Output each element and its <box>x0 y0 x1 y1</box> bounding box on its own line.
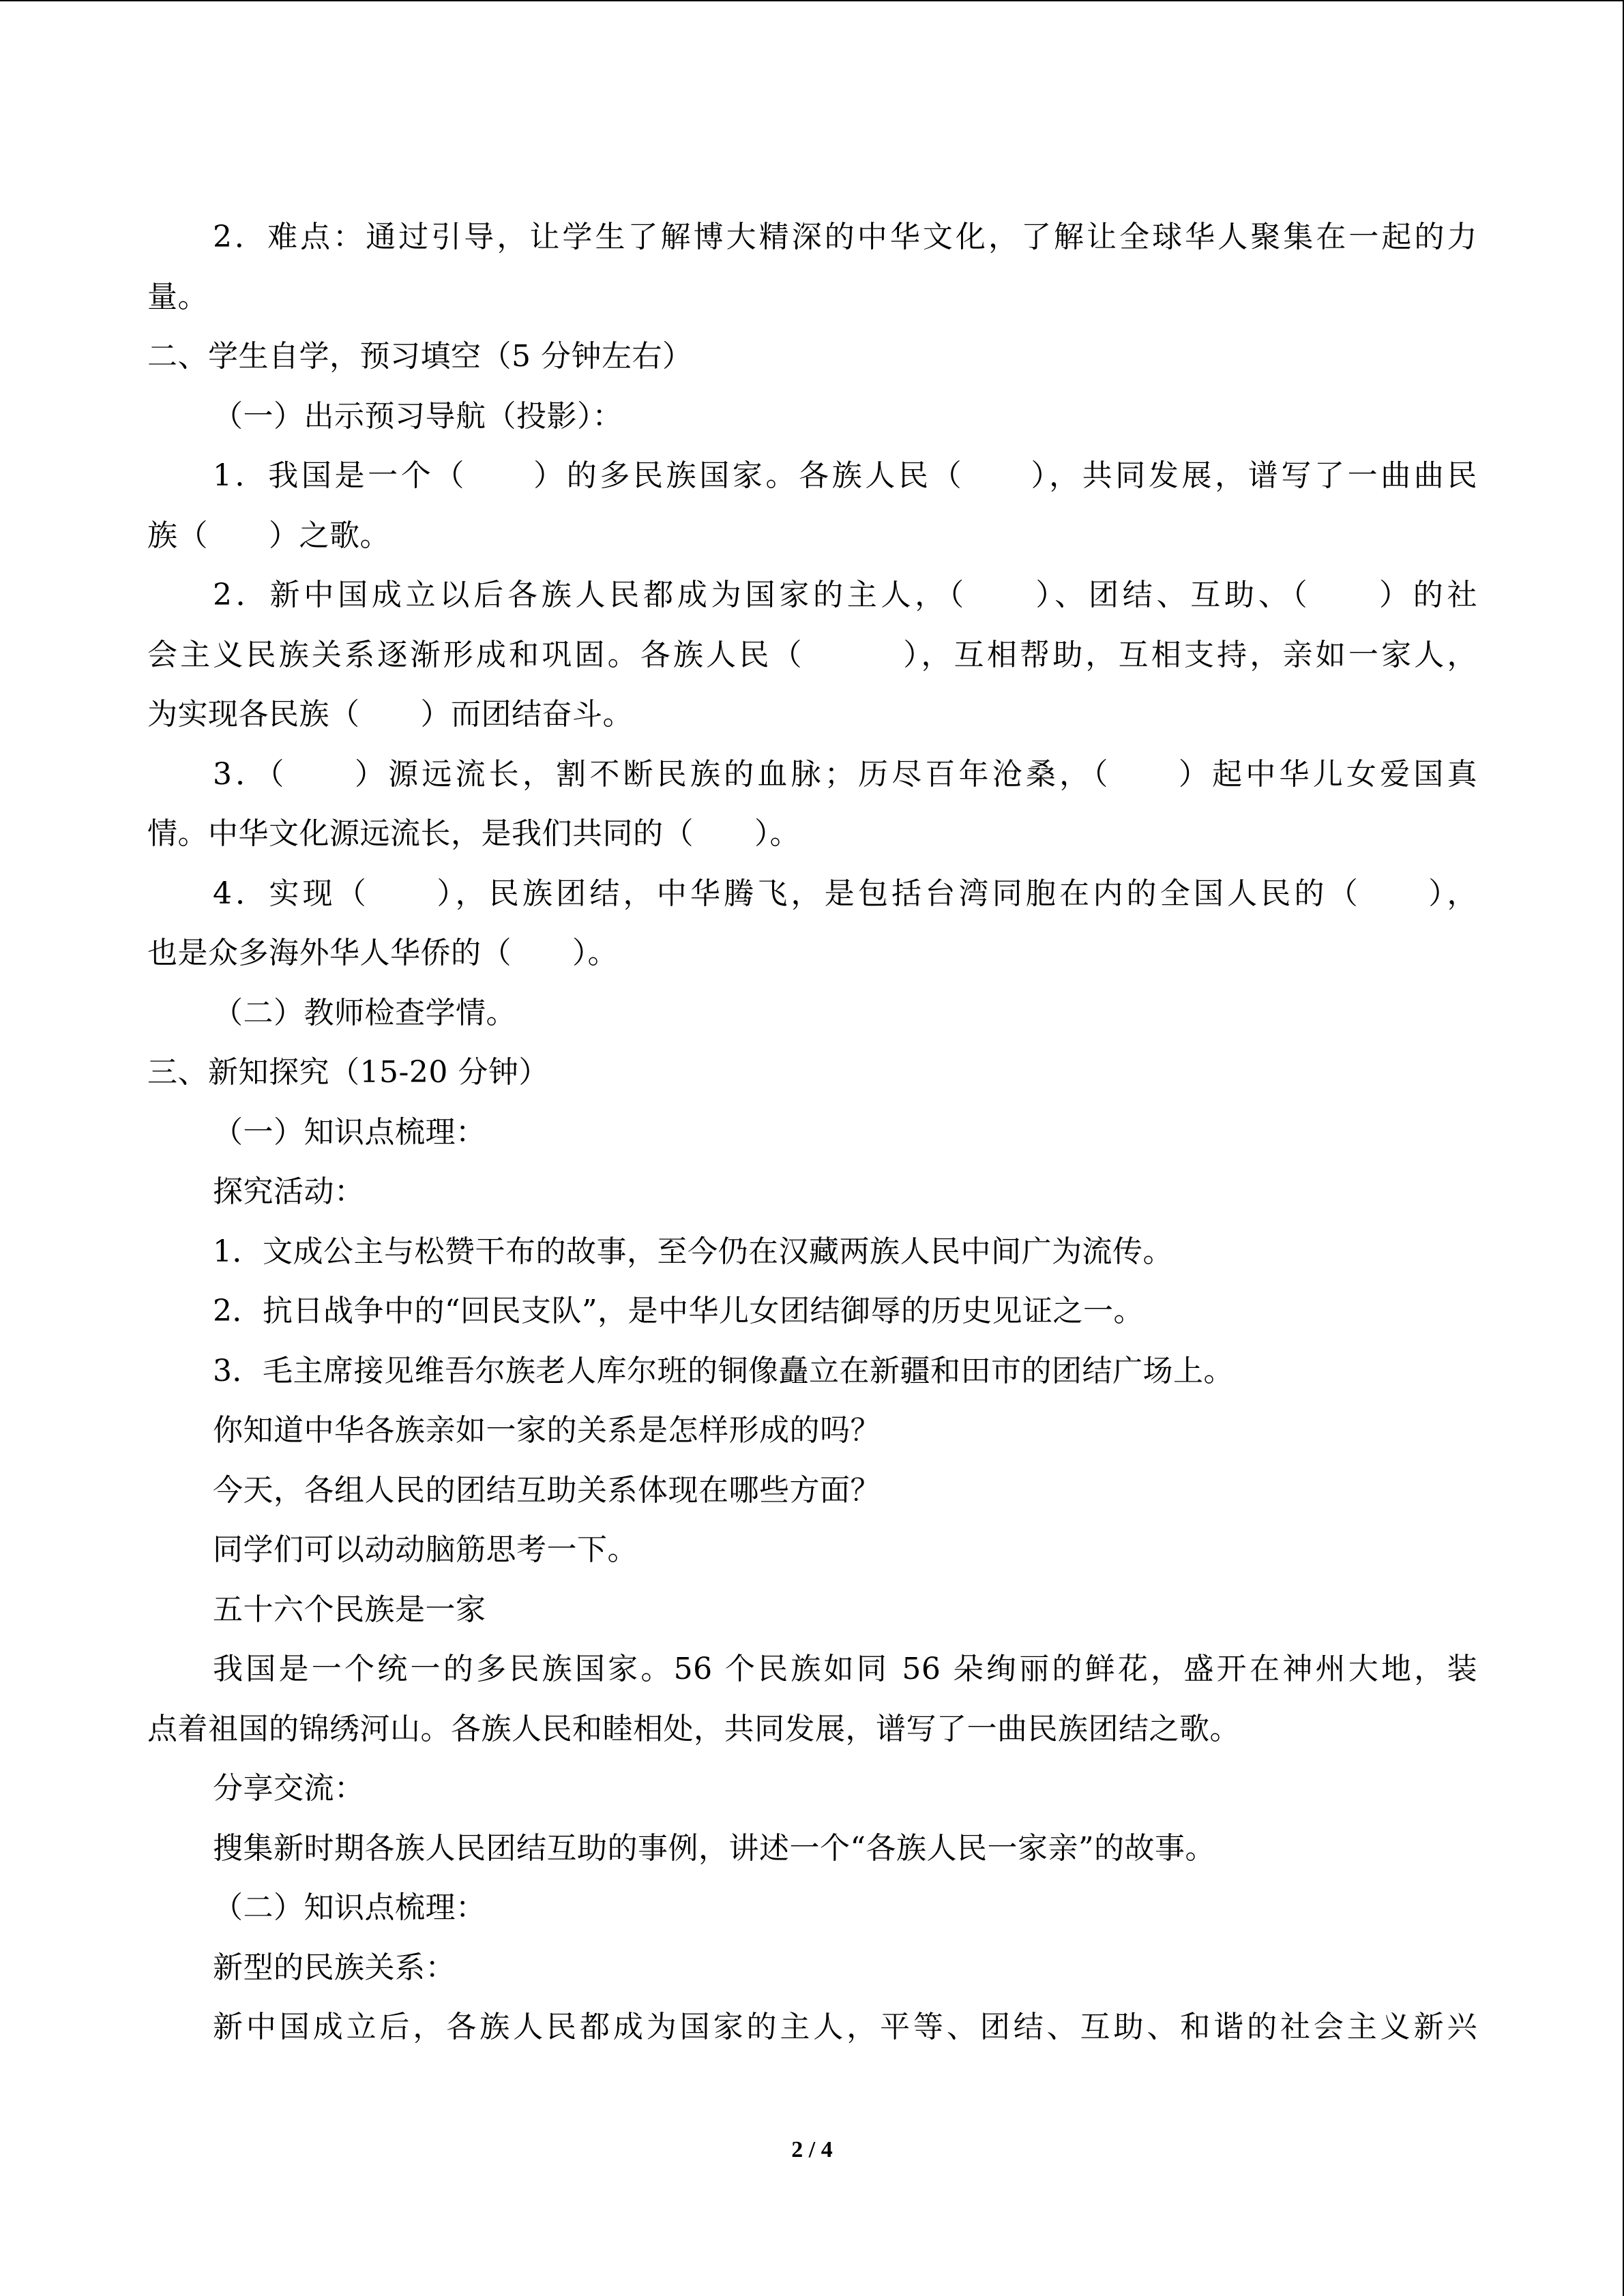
text-line: 五十六个民族是一家 <box>213 1592 486 1627</box>
text-line: 3．（ ）源远流长，割不断民族的血脉；历尽百年沧桑，（ ）起中华儿女爱国真 <box>213 756 1477 792</box>
text-line: 族（ ）之歌。 <box>147 518 390 553</box>
text-line: 1．文成公主与松赞干布的故事，至今仍在汉藏两族人民中间广为流传。 <box>213 1234 1173 1269</box>
text-line: 同学们可以动动脑筋思考一下。 <box>213 1532 638 1567</box>
page-number: 2 / 4 <box>791 2137 833 2162</box>
text-line: （二）知识点梳理： <box>213 1890 486 1925</box>
text-line: 为实现各民族（ ）而团结奋斗。 <box>147 697 633 732</box>
text-line: 探究活动： <box>213 1174 365 1209</box>
document-body <box>147 207 1477 2057</box>
text-line: 情。中华文化源远流长，是我们共同的（ ）。 <box>147 816 800 851</box>
text-line: 1．我国是一个（ ）的多民族国家。各族人民（ ），共同发展，谱写了一曲曲民 <box>213 458 1477 493</box>
text-line: 分享交流： <box>213 1771 365 1806</box>
text-line: 量。 <box>147 279 208 314</box>
text-line: 搜集新时期各族人民团结互助的事例，讲述一个“各族人民一家亲”的故事。 <box>213 1830 1215 1866</box>
text-line: 也是众多海外华人华侨的（ ）。 <box>147 936 618 970</box>
text-line: 我国是一个统一的多民族国家。56 个民族如同 56 朵绚丽的鲜花，盛开在神州大地，装 <box>213 1652 1477 1686</box>
text-line: 点着祖国的锦绣河山。各族人民和睦相处，共同发展，谱写了一曲民族团结之歌。 <box>147 1711 1240 1746</box>
text-line: 4．实现（ ），民族团结，中华腾飞，是包括台湾同胞在内的全国人民的（ ）， <box>213 876 1477 911</box>
text-line: 2．抗日战争中的“回民支队”，是中华儿女团结御辱的历史见证之一。 <box>213 1294 1144 1328</box>
text-line: 新型的民族关系： <box>213 1950 456 1985</box>
text-line: 3．毛主席接见维吾尔族老人库尔班的铜像矗立在新疆和田市的团结广场上。 <box>213 1353 1234 1388</box>
text-line: 2．难点：通过引导，让学生了解博大精深的中华文化，了解让全球华人聚集在一起的力 <box>213 220 1477 254</box>
text-line: 2．新中国成立以后各族人民都成为国家的主人，（ ）、团结、互助、（ ）的社 <box>213 578 1477 612</box>
text-line: 今天，各组人民的团结互助关系体现在哪些方面？ <box>213 1472 881 1508</box>
text-line: （一）知识点梳理： <box>213 1114 486 1150</box>
text-line: 你知道中华各族亲如一家的关系是怎样形成的吗？ <box>213 1413 881 1448</box>
text-line: （二）教师检查学情。 <box>213 995 516 1030</box>
text-line: 二、学生自学，预习填空（5 分钟左右） <box>147 339 693 374</box>
text-line: 三、新知探究（15-20 分钟） <box>147 1055 549 1090</box>
text-line: （一）出示预习导航（投影）： <box>213 398 623 434</box>
text-line: 新中国成立后，各族人民都成为国家的主人，平等、团结、互助、和谐的社会主义新兴 <box>213 2010 1477 2044</box>
text-line: 会主义民族关系逐渐形成和巩固。各族人民（ ），互相帮助，互相支持，亲如一家人， <box>147 637 1477 672</box>
